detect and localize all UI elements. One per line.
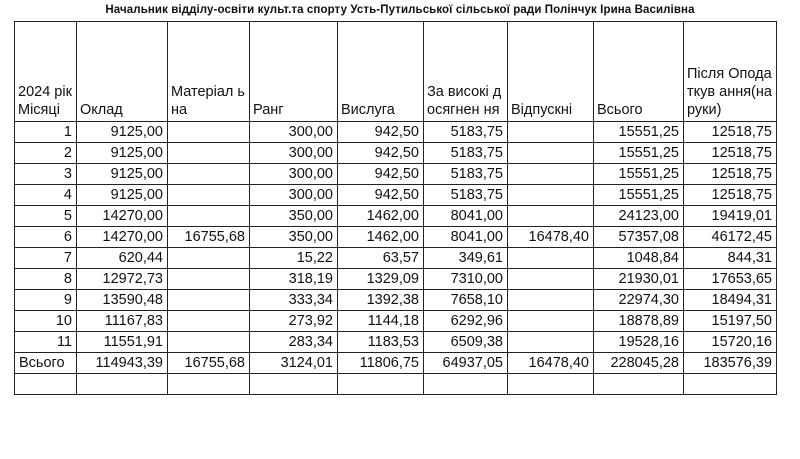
cell-total: 57357,08 xyxy=(594,227,684,248)
cell-rank: 283,34 xyxy=(250,332,338,353)
cell-seniority: 1183,53 xyxy=(338,332,424,353)
cell-seniority: 63,57 xyxy=(338,248,424,269)
cell-material-aid xyxy=(168,269,250,290)
cell-achievements: 5183,75 xyxy=(424,122,508,143)
cell-salary: 9125,00 xyxy=(77,122,168,143)
cell-month: Всього xyxy=(15,353,77,374)
cell-material-aid xyxy=(168,290,250,311)
cell-month: 4 xyxy=(15,185,77,206)
cell-month: 3 xyxy=(15,164,77,185)
cell-month: 8 xyxy=(15,269,77,290)
cell-rank: 300,00 xyxy=(250,122,338,143)
cell-after-tax: 12518,75 xyxy=(684,122,777,143)
cell-month: 6 xyxy=(15,227,77,248)
cell-salary: 9125,00 xyxy=(77,143,168,164)
cell-vacation xyxy=(508,185,594,206)
cell-vacation xyxy=(508,248,594,269)
cell-rank: 273,92 xyxy=(250,311,338,332)
table-row xyxy=(15,206,777,227)
cell-vacation xyxy=(508,164,594,185)
cell-after-tax: 12518,75 xyxy=(684,143,777,164)
cell-vacation xyxy=(508,332,594,353)
cell-seniority: 11806,75 xyxy=(338,353,424,374)
cell-material-aid: 16755,68 xyxy=(168,227,250,248)
cell-achievements: 64937,05 xyxy=(424,353,508,374)
empty-cell xyxy=(338,374,424,395)
cell-salary: 9125,00 xyxy=(77,185,168,206)
table-row xyxy=(15,185,777,206)
cell-total: 15551,25 xyxy=(594,185,684,206)
empty-cell xyxy=(168,374,250,395)
cell-after-tax: 18494,31 xyxy=(684,290,777,311)
cell-after-tax: 19419,01 xyxy=(684,206,777,227)
cell-achievements: 7310,00 xyxy=(424,269,508,290)
cell-after-tax: 12518,75 xyxy=(684,185,777,206)
cell-material-aid xyxy=(168,143,250,164)
table-row xyxy=(15,164,777,185)
cell-rank: 300,00 xyxy=(250,164,338,185)
cell-material-aid xyxy=(168,332,250,353)
cell-achievements: 5183,75 xyxy=(424,143,508,164)
table-row xyxy=(15,353,777,374)
cell-achievements: 8041,00 xyxy=(424,227,508,248)
cell-salary: 114943,39 xyxy=(77,353,168,374)
cell-salary: 13590,48 xyxy=(77,290,168,311)
cell-seniority: 942,50 xyxy=(338,164,424,185)
empty-cell xyxy=(77,374,168,395)
cell-seniority: 942,50 xyxy=(338,185,424,206)
cell-vacation: 16478,40 xyxy=(508,227,594,248)
cell-rank: 333,34 xyxy=(250,290,338,311)
cell-seniority: 942,50 xyxy=(338,122,424,143)
table-row xyxy=(15,290,777,311)
cell-achievements: 6292,96 xyxy=(424,311,508,332)
cell-material-aid xyxy=(168,206,250,227)
cell-achievements: 6509,38 xyxy=(424,332,508,353)
cell-seniority: 1392,38 xyxy=(338,290,424,311)
cell-seniority: 1462,00 xyxy=(338,206,424,227)
cell-achievements: 5183,75 xyxy=(424,185,508,206)
cell-salary: 14270,00 xyxy=(77,206,168,227)
cell-total: 21930,01 xyxy=(594,269,684,290)
cell-material-aid: 16755,68 xyxy=(168,353,250,374)
cell-salary: 620,44 xyxy=(77,248,168,269)
cell-month: 1 xyxy=(15,122,77,143)
header-rank: Ранг xyxy=(250,22,338,122)
cell-after-tax: 183576,39 xyxy=(684,353,777,374)
cell-after-tax: 12518,75 xyxy=(684,164,777,185)
header-seniority: Вислуга xyxy=(338,22,424,122)
salary-table xyxy=(14,21,777,395)
cell-total: 19528,16 xyxy=(594,332,684,353)
cell-achievements: 5183,75 xyxy=(424,164,508,185)
cell-month: 5 xyxy=(15,206,77,227)
header-total: Всього xyxy=(594,22,684,122)
empty-cell xyxy=(508,374,594,395)
cell-after-tax: 46172,45 xyxy=(684,227,777,248)
cell-total: 15551,25 xyxy=(594,143,684,164)
cell-after-tax: 17653,65 xyxy=(684,269,777,290)
cell-vacation xyxy=(508,290,594,311)
cell-seniority: 942,50 xyxy=(338,143,424,164)
table-row xyxy=(15,269,777,290)
cell-month: 11 xyxy=(15,332,77,353)
cell-total: 18878,89 xyxy=(594,311,684,332)
table-row xyxy=(15,227,777,248)
cell-salary: 11551,91 xyxy=(77,332,168,353)
empty-cell xyxy=(424,374,508,395)
cell-seniority: 1144,18 xyxy=(338,311,424,332)
table-row xyxy=(15,332,777,353)
cell-rank: 350,00 xyxy=(250,206,338,227)
cell-material-aid xyxy=(168,185,250,206)
table-row xyxy=(15,143,777,164)
cell-after-tax: 15720,16 xyxy=(684,332,777,353)
cell-material-aid xyxy=(168,248,250,269)
cell-month: 10 xyxy=(15,311,77,332)
cell-vacation xyxy=(508,206,594,227)
cell-salary: 9125,00 xyxy=(77,164,168,185)
cell-salary: 11167,83 xyxy=(77,311,168,332)
cell-rank: 3124,01 xyxy=(250,353,338,374)
header-vacation: Відпускні xyxy=(508,22,594,122)
cell-total: 15551,25 xyxy=(594,122,684,143)
cell-rank: 350,00 xyxy=(250,227,338,248)
header-material-aid: Матеріал ьна xyxy=(168,22,250,122)
empty-cell xyxy=(594,374,684,395)
header-month: 2024 рік Місяці xyxy=(15,22,77,122)
header-achievements: За високі досягнен ня xyxy=(424,22,508,122)
cell-total: 15551,25 xyxy=(594,164,684,185)
empty-cell xyxy=(15,374,77,395)
header-after-tax: Після Оподаткув ання(на руки) xyxy=(684,22,777,122)
cell-achievements: 7658,10 xyxy=(424,290,508,311)
cell-vacation xyxy=(508,269,594,290)
cell-total: 22974,30 xyxy=(594,290,684,311)
cell-salary: 14270,00 xyxy=(77,227,168,248)
cell-total: 1048,84 xyxy=(594,248,684,269)
cell-vacation xyxy=(508,122,594,143)
page-title: Начальник відділу-освіти культ.та спорту Усть-Путильської сільської ради Полінчук Ірина Василівна xyxy=(105,4,695,16)
cell-material-aid xyxy=(168,164,250,185)
cell-after-tax: 15197,50 xyxy=(684,311,777,332)
table-row xyxy=(15,248,777,269)
cell-after-tax: 844,31 xyxy=(684,248,777,269)
cell-vacation: 16478,40 xyxy=(508,353,594,374)
header-row xyxy=(15,22,777,122)
table-row xyxy=(15,311,777,332)
empty-cell xyxy=(250,374,338,395)
cell-rank: 300,00 xyxy=(250,185,338,206)
cell-vacation xyxy=(508,143,594,164)
table-row xyxy=(15,122,777,143)
cell-material-aid xyxy=(168,122,250,143)
cell-salary: 12972,73 xyxy=(77,269,168,290)
cell-seniority: 1329,09 xyxy=(338,269,424,290)
header-salary: Оклад xyxy=(77,22,168,122)
cell-material-aid xyxy=(168,311,250,332)
cell-month: 9 xyxy=(15,290,77,311)
cell-vacation xyxy=(508,311,594,332)
empty-row xyxy=(15,374,777,395)
cell-total: 228045,28 xyxy=(594,353,684,374)
empty-cell xyxy=(684,374,777,395)
cell-achievements: 349,61 xyxy=(424,248,508,269)
cell-rank: 15,22 xyxy=(250,248,338,269)
cell-rank: 300,00 xyxy=(250,143,338,164)
cell-total: 24123,00 xyxy=(594,206,684,227)
cell-achievements: 8041,00 xyxy=(424,206,508,227)
cell-seniority: 1462,00 xyxy=(338,227,424,248)
cell-rank: 318,19 xyxy=(250,269,338,290)
cell-month: 7 xyxy=(15,248,77,269)
cell-month: 2 xyxy=(15,143,77,164)
